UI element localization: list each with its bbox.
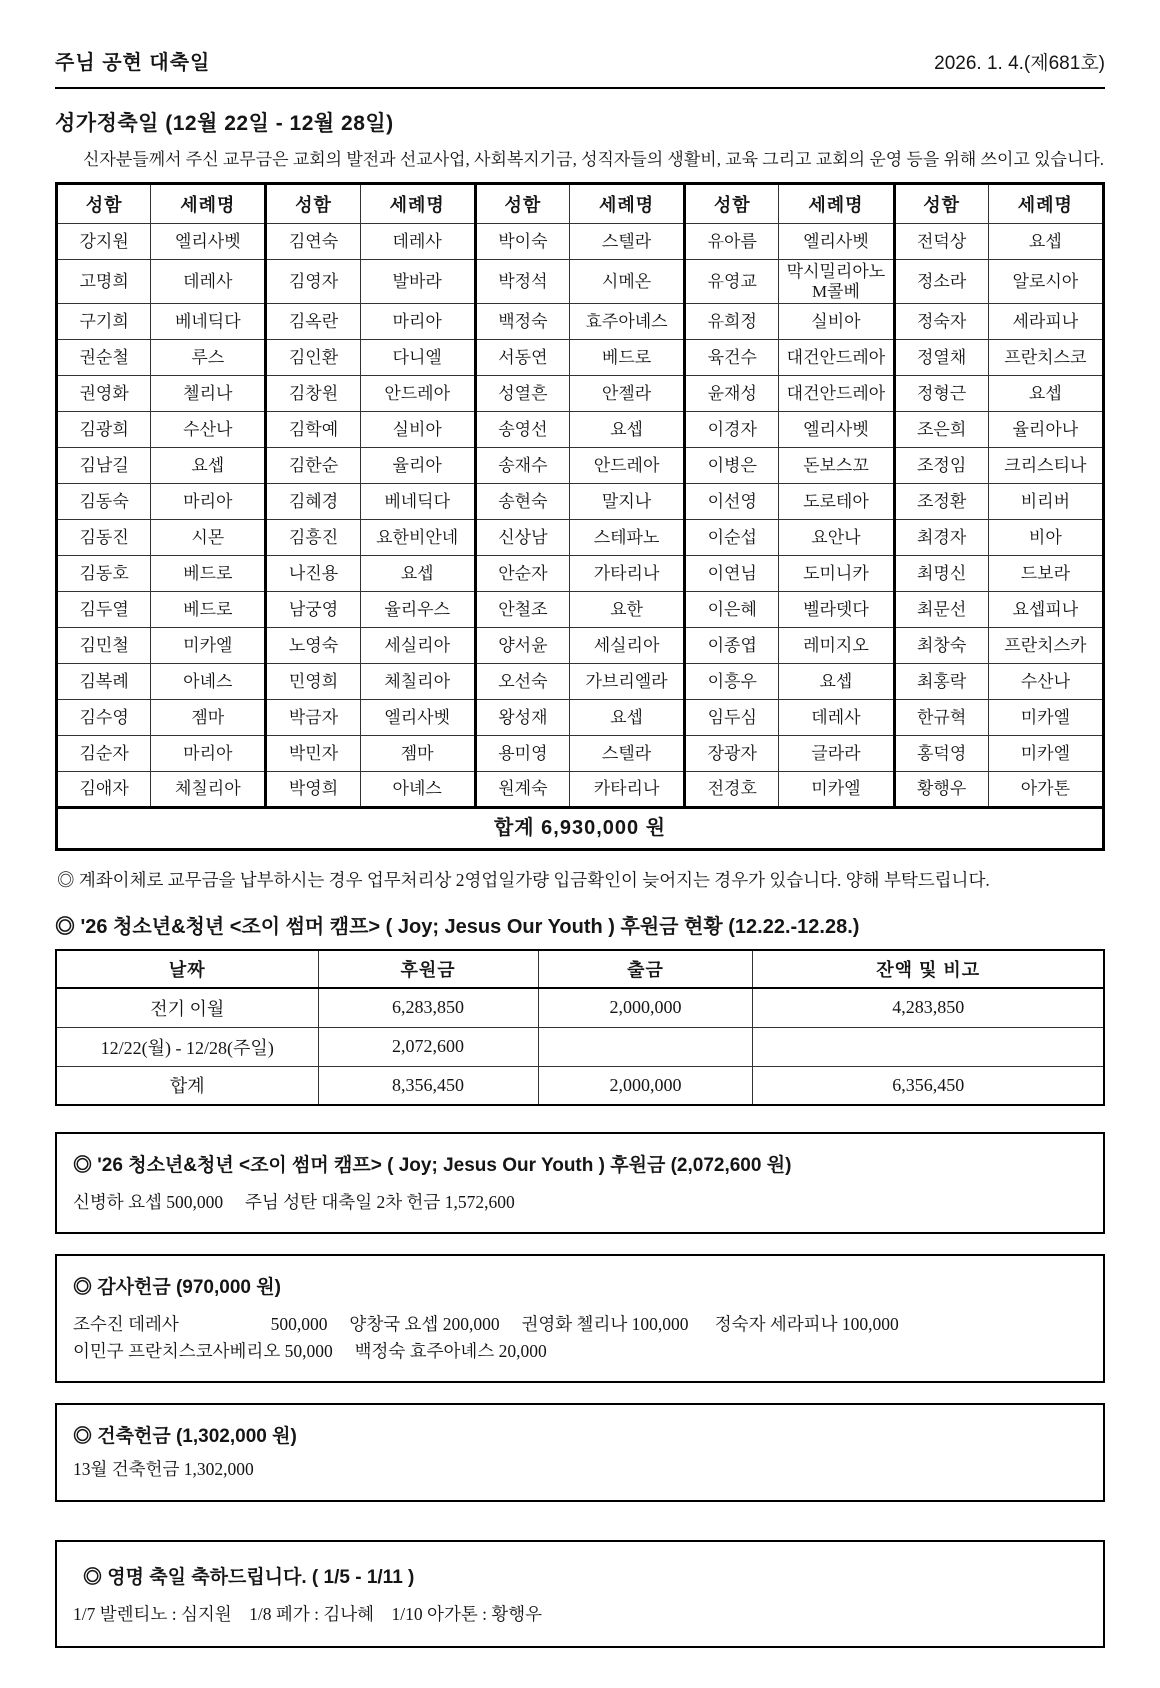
baptismal-name: 베드로 [569, 340, 684, 376]
baptismal-name: 마리아 [151, 736, 266, 772]
baptismal-name: 가타리나 [569, 556, 684, 592]
baptismal-name: 엘리사벳 [779, 224, 894, 260]
member-name: 안철조 [475, 592, 569, 628]
baptismal-name: 발바라 [360, 260, 475, 304]
baptismal-name: 효주아녜스 [569, 304, 684, 340]
baptismal-name: 요한비안네 [360, 520, 475, 556]
baptismal-name: 세실리아 [360, 628, 475, 664]
baptismal-name: 젬마 [360, 736, 475, 772]
baptismal-name: 엘리사벳 [151, 224, 266, 260]
member-name: 김옥란 [266, 304, 360, 340]
baptismal-name: 알로시아 [988, 260, 1103, 304]
baptismal-name: 스텔라 [569, 224, 684, 260]
member-name: 이종엽 [685, 628, 779, 664]
member-name: 최홍락 [894, 664, 988, 700]
member-name: 이흥우 [685, 664, 779, 700]
baptismal-name: 대건안드레아 [779, 376, 894, 412]
member-name: 조은희 [894, 412, 988, 448]
member-name: 안순자 [475, 556, 569, 592]
section-title-holy-family: 성가정축일 (12월 22일 - 12월 28일) [55, 112, 394, 135]
col-header-baptismal: 세례명 [360, 184, 475, 224]
baptismal-name: 수산나 [988, 664, 1103, 700]
baptismal-name: 실비아 [360, 412, 475, 448]
baptismal-name: 요셉 [779, 664, 894, 700]
baptismal-name: 루스 [151, 340, 266, 376]
feast-days-box-title: ◎ 영명 축일 축하드립니다. ( 1/5 - 1/11 ) [83, 1566, 415, 1588]
camp-fund-table [55, 949, 1105, 1106]
col-header-baptismal: 세례명 [569, 184, 684, 224]
baptismal-name: 첼리나 [151, 376, 266, 412]
baptismal-name: 요안나 [779, 520, 894, 556]
member-name: 최창숙 [894, 628, 988, 664]
table-row [57, 260, 1104, 304]
member-name: 구기희 [57, 304, 151, 340]
baptismal-name: 레미지오 [779, 628, 894, 664]
table-row [57, 736, 1104, 772]
baptismal-name: 스텔라 [569, 736, 684, 772]
baptismal-name: 율리아나 [988, 412, 1103, 448]
camp-cell [538, 1027, 753, 1066]
member-name: 정열채 [894, 340, 988, 376]
baptismal-name: 요셉 [569, 700, 684, 736]
member-name: 왕성재 [475, 700, 569, 736]
col-header-name: 성함 [894, 184, 988, 224]
camp-col-header: 잔액 및 비고 [753, 950, 1104, 988]
feast-days-box [55, 1540, 1105, 1648]
member-name: 김수영 [57, 700, 151, 736]
baptismal-name: 가브리엘라 [569, 664, 684, 700]
table-row [57, 700, 1104, 736]
col-header-baptismal: 세례명 [151, 184, 266, 224]
member-name: 김학예 [266, 412, 360, 448]
baptismal-name: 체칠리아 [360, 664, 475, 700]
camp-header-row [56, 950, 1104, 988]
member-name: 김두열 [57, 592, 151, 628]
camp-cell: 2,072,600 [318, 1027, 538, 1066]
baptismal-name: 크리스티나 [988, 448, 1103, 484]
member-name: 이경자 [685, 412, 779, 448]
baptismal-name: 스테파노 [569, 520, 684, 556]
baptismal-name: 데레사 [360, 224, 475, 260]
member-name: 유영교 [685, 260, 779, 304]
member-name: 권영화 [57, 376, 151, 412]
baptismal-name: 세라피나 [988, 304, 1103, 340]
member-name: 성열흔 [475, 376, 569, 412]
member-name: 황행우 [894, 772, 988, 808]
table-row [57, 448, 1104, 484]
table-row [57, 376, 1104, 412]
baptismal-name: 미카엘 [779, 772, 894, 808]
camp-fund-box-line: 신병하 요셉 500,000 주님 성탄 대축일 2차 헌금 1,572,600 [73, 1192, 515, 1213]
member-name: 양서윤 [475, 628, 569, 664]
member-name: 노영숙 [266, 628, 360, 664]
member-name: 박금자 [266, 700, 360, 736]
member-name: 남궁영 [266, 592, 360, 628]
baptismal-name: 베드로 [151, 556, 266, 592]
baptismal-name: 안젤라 [569, 376, 684, 412]
camp-fund-box-title: ◎ '26 청소년&청년 <조이 썸머 캠프> ( Joy; Jesus Our Youth ) 후원금 (2,072,600 원) [73, 1155, 792, 1177]
table-row [56, 1066, 1104, 1105]
baptismal-name: 드보라 [988, 556, 1103, 592]
baptismal-name: 비아 [988, 520, 1103, 556]
baptismal-name: 시메온 [569, 260, 684, 304]
thanksgiving-box-line-1: 조수진 데레사 500,000 양창국 요셉 200,000 권영화 첼리나 100,000 정숙자 세라피나 100,000 [73, 1314, 899, 1335]
member-name: 송현숙 [475, 484, 569, 520]
baptismal-name: 벨라뎃다 [779, 592, 894, 628]
member-name: 전경호 [685, 772, 779, 808]
issue-date: 2026. 1. 4.(제681호) [934, 53, 1105, 74]
baptismal-name: 엘리사벳 [779, 412, 894, 448]
baptismal-name: 젬마 [151, 700, 266, 736]
member-name: 이병은 [685, 448, 779, 484]
camp-cell: 2,000,000 [538, 988, 753, 1027]
camp-status-title: ◎ '26 청소년&청년 <조이 썸머 캠프> ( Joy; Jesus Our Youth ) 후원금 현황 (12.22.-12.28.) [55, 916, 860, 939]
member-name: 김동숙 [57, 484, 151, 520]
thanksgiving-box-title: ◎ 감사헌금 (970,000 원) [73, 1277, 281, 1299]
table-row [57, 664, 1104, 700]
offering-header-row [57, 184, 1104, 224]
member-name: 박민자 [266, 736, 360, 772]
baptismal-name: 안드레아 [569, 448, 684, 484]
member-name: 김동호 [57, 556, 151, 592]
feast-days-box-line: 1/7 발렌티노 : 심지원 1/8 페가 : 김나혜 1/10 아가톤 : 황행우 [73, 1603, 543, 1624]
member-name: 최문선 [894, 592, 988, 628]
camp-cell: 6,356,450 [753, 1066, 1104, 1105]
table-row [57, 412, 1104, 448]
member-name: 김혜경 [266, 484, 360, 520]
member-name: 고명희 [57, 260, 151, 304]
member-name: 홍덕영 [894, 736, 988, 772]
member-name: 나진용 [266, 556, 360, 592]
member-name: 이연님 [685, 556, 779, 592]
baptismal-name: 요셉 [360, 556, 475, 592]
baptismal-name: 마리아 [151, 484, 266, 520]
table-row [56, 1027, 1104, 1066]
masthead [55, 46, 1105, 89]
baptismal-name: 율리아 [360, 448, 475, 484]
bulletin-title: 주님 공현 대축일 [55, 52, 211, 74]
member-name: 송재수 [475, 448, 569, 484]
member-name: 원계숙 [475, 772, 569, 808]
baptismal-name: 마리아 [360, 304, 475, 340]
bank-transfer-notice: ◎ 계좌이체로 교무금을 납부하시는 경우 업무처리상 2영업일가량 입금확인이 늦어지는 경우가 있습니다. 양해 부탁드립니다. [57, 870, 990, 891]
baptismal-name: 요한 [569, 592, 684, 628]
col-header-baptismal: 세례명 [988, 184, 1103, 224]
baptismal-name: 카타리나 [569, 772, 684, 808]
member-name: 김민철 [57, 628, 151, 664]
baptismal-name: 프란치스카 [988, 628, 1103, 664]
baptismal-name: 수산나 [151, 412, 266, 448]
member-name: 정소라 [894, 260, 988, 304]
baptismal-name: 베네딕다 [360, 484, 475, 520]
member-name: 임두심 [685, 700, 779, 736]
member-name: 조정임 [894, 448, 988, 484]
table-row [57, 304, 1104, 340]
col-header-baptismal: 세례명 [779, 184, 894, 224]
col-header-name: 성함 [685, 184, 779, 224]
member-name: 김한순 [266, 448, 360, 484]
baptismal-name: 도미니카 [779, 556, 894, 592]
member-name: 김창원 [266, 376, 360, 412]
member-name: 김인환 [266, 340, 360, 376]
member-name: 김남길 [57, 448, 151, 484]
table-row [57, 592, 1104, 628]
baptismal-name: 베드로 [151, 592, 266, 628]
member-name: 이순섭 [685, 520, 779, 556]
member-name: 조정환 [894, 484, 988, 520]
building-fund-box-line: 13월 건축헌금 1,302,000 [73, 1459, 254, 1480]
member-name: 백정숙 [475, 304, 569, 340]
camp-cell: 2,000,000 [538, 1066, 753, 1105]
offering-table [55, 182, 1105, 851]
member-name: 강지원 [57, 224, 151, 260]
baptismal-name: 막시밀리아노M콜베 [779, 260, 894, 304]
member-name: 송영선 [475, 412, 569, 448]
baptismal-name: 미카엘 [988, 700, 1103, 736]
camp-cell: 8,356,450 [318, 1066, 538, 1105]
baptismal-name: 실비아 [779, 304, 894, 340]
building-fund-box-title: ◎ 건축헌금 (1,302,000 원) [73, 1426, 297, 1448]
member-name: 유아름 [685, 224, 779, 260]
baptismal-name: 율리우스 [360, 592, 475, 628]
member-name: 정형근 [894, 376, 988, 412]
baptismal-name: 데레사 [779, 700, 894, 736]
table-row [57, 772, 1104, 808]
baptismal-name: 아녜스 [151, 664, 266, 700]
baptismal-name: 글라라 [779, 736, 894, 772]
table-row [57, 556, 1104, 592]
baptismal-name: 엘리사벳 [360, 700, 475, 736]
camp-col-header: 출금 [538, 950, 753, 988]
col-header-name: 성함 [266, 184, 360, 224]
table-row [57, 224, 1104, 260]
thanksgiving-box [55, 1254, 1105, 1383]
baptismal-name: 비리버 [988, 484, 1103, 520]
col-header-name: 성함 [475, 184, 569, 224]
baptismal-name: 안드레아 [360, 376, 475, 412]
member-name: 박정석 [475, 260, 569, 304]
baptismal-name: 프란치스코 [988, 340, 1103, 376]
baptismal-name: 요셉 [569, 412, 684, 448]
member-name: 한규혁 [894, 700, 988, 736]
camp-cell: 전기 이월 [56, 988, 318, 1027]
member-name: 서동연 [475, 340, 569, 376]
baptismal-name: 대건안드레아 [779, 340, 894, 376]
member-name: 김순자 [57, 736, 151, 772]
member-name: 신상남 [475, 520, 569, 556]
camp-col-header: 날짜 [56, 950, 318, 988]
member-name: 육건수 [685, 340, 779, 376]
camp-fund-box [55, 1132, 1105, 1234]
member-name: 박이숙 [475, 224, 569, 260]
member-name: 박영희 [266, 772, 360, 808]
baptismal-name: 요셉 [988, 376, 1103, 412]
baptismal-name: 미카엘 [151, 628, 266, 664]
member-name: 용미영 [475, 736, 569, 772]
baptismal-name: 요셉피나 [988, 592, 1103, 628]
baptismal-name: 세실리아 [569, 628, 684, 664]
member-name: 민영희 [266, 664, 360, 700]
member-name: 김동진 [57, 520, 151, 556]
member-name: 최명신 [894, 556, 988, 592]
member-name: 김흥진 [266, 520, 360, 556]
baptismal-name: 요셉 [988, 224, 1103, 260]
baptismal-name: 아가톤 [988, 772, 1103, 808]
member-name: 권순철 [57, 340, 151, 376]
member-name: 정숙자 [894, 304, 988, 340]
table-row [57, 628, 1104, 664]
baptismal-name: 아녜스 [360, 772, 475, 808]
member-name: 김복례 [57, 664, 151, 700]
baptismal-name: 미카엘 [988, 736, 1103, 772]
member-name: 김연숙 [266, 224, 360, 260]
offering-description: 신자분들께서 주신 교무금은 교회의 발전과 선교사업, 사회복지기금, 성직자들의 생활비, 교육 그리고 교회의 운영 등을 위해 쓰이고 있습니다. [83, 150, 1105, 169]
table-row [57, 340, 1104, 376]
baptismal-name: 다니엘 [360, 340, 475, 376]
baptismal-name: 요셉 [151, 448, 266, 484]
member-name: 전덕상 [894, 224, 988, 260]
member-name: 김광희 [57, 412, 151, 448]
baptismal-name: 체칠리아 [151, 772, 266, 808]
camp-cell: 12/22(월) - 12/28(주일) [56, 1027, 318, 1066]
member-name: 최경자 [894, 520, 988, 556]
member-name: 김영자 [266, 260, 360, 304]
baptismal-name: 돈보스꼬 [779, 448, 894, 484]
baptismal-name: 데레사 [151, 260, 266, 304]
baptismal-name: 도로테아 [779, 484, 894, 520]
camp-cell: 합계 [56, 1066, 318, 1105]
member-name: 이은혜 [685, 592, 779, 628]
camp-cell: 4,283,850 [753, 988, 1104, 1027]
table-row [57, 484, 1104, 520]
baptismal-name: 시몬 [151, 520, 266, 556]
member-name: 유희정 [685, 304, 779, 340]
col-header-name: 성함 [57, 184, 151, 224]
member-name: 이선영 [685, 484, 779, 520]
thanksgiving-box-line-2: 이민구 프란치스코사베리오 50,000 백정숙 효주아녜스 20,000 [73, 1341, 547, 1362]
offering-total: 합계 6,930,000 원 [57, 808, 1104, 850]
member-name: 장광자 [685, 736, 779, 772]
member-name: 윤재성 [685, 376, 779, 412]
offering-total-row [57, 808, 1104, 850]
member-name: 김애자 [57, 772, 151, 808]
table-row [56, 988, 1104, 1027]
member-name: 오선숙 [475, 664, 569, 700]
camp-cell [753, 1027, 1104, 1066]
baptismal-name: 말지나 [569, 484, 684, 520]
camp-cell: 6,283,850 [318, 988, 538, 1027]
baptismal-name: 베네딕다 [151, 304, 266, 340]
camp-col-header: 후원금 [318, 950, 538, 988]
building-fund-box [55, 1403, 1105, 1501]
table-row [57, 520, 1104, 556]
